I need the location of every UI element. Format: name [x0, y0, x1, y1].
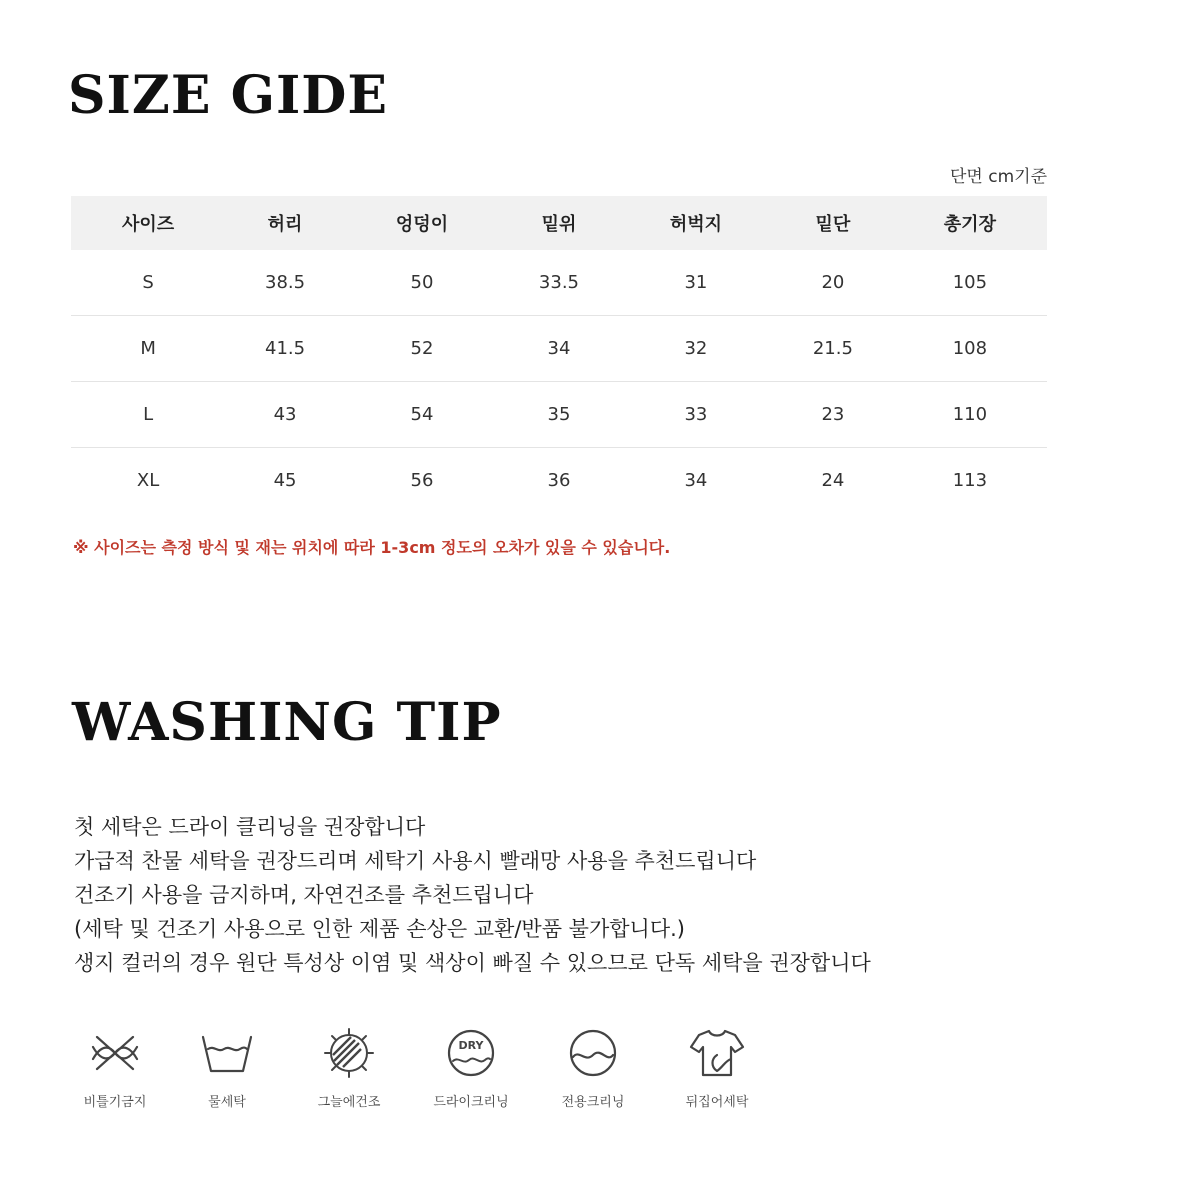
table-cell: XL: [136, 470, 160, 491]
table-cell: 33.5: [499, 250, 619, 316]
care-item-no-wring: [60, 1025, 170, 1110]
table-cell: M: [71, 316, 225, 382]
size-table-header-row: [71, 196, 1047, 250]
washing-instructions: [74, 810, 871, 980]
care-label: 물세탁: [208, 1095, 246, 1110]
table-cell: 34: [499, 316, 619, 382]
table-row: [71, 448, 1047, 514]
table-cell: 21.5: [773, 316, 893, 382]
table-cell: 45: [273, 470, 297, 491]
washing-line: 건조기 사용을 금지하며, 자연건조를 추천드립니다: [74, 883, 534, 907]
header-size: 사이즈: [71, 196, 225, 250]
table-cell: 113: [952, 470, 988, 491]
hand-wash-icon: [197, 1025, 257, 1079]
washing-line: 가급적 찬물 세탁을 권장드리며 세탁기 사용시 빨래망 사용을 추천드립니다: [74, 849, 757, 873]
care-item-special-clean: [538, 1025, 648, 1110]
table-cell: 54: [345, 382, 499, 448]
table-cell: 108: [893, 316, 1047, 382]
table-cell: 20: [773, 250, 893, 316]
table-cell: 52: [345, 316, 499, 382]
washing-line: (세탁 및 건조기 사용으로 인한 제품 손상은 교환/반품 불가합니다.): [74, 917, 685, 941]
table-cell: 50: [345, 250, 499, 316]
table-cell: 110: [893, 382, 1047, 448]
header-rise: 밑위: [499, 196, 619, 250]
header-length: 총기장: [893, 196, 1047, 250]
table-row: [71, 382, 1047, 448]
care-item-dry-clean: [416, 1025, 526, 1110]
dry-text: DRY: [458, 1039, 484, 1052]
unit-note: 단면 cm기준: [950, 167, 1047, 187]
table-cell: 23: [773, 382, 893, 448]
table-cell: 32: [619, 316, 773, 382]
table-cell: 56: [410, 470, 434, 491]
dry-clean-icon: [441, 1025, 501, 1079]
washing-tip-title: WASHING TIP: [72, 692, 502, 753]
table-cell: 35: [499, 382, 619, 448]
header-waist: 허리: [225, 196, 345, 250]
table-cell: 41.5: [225, 316, 345, 382]
table-row: [71, 250, 1047, 316]
table-cell: S: [71, 250, 225, 316]
washing-line: 생지 컬러의 경우 원단 특성상 이염 및 색상이 빠질 수 있으므로 단독 세탁을 권장합니다: [74, 951, 871, 975]
table-cell: 38.5: [225, 250, 345, 316]
inside-out-icon: [687, 1025, 747, 1079]
special-clean-icon: [563, 1025, 623, 1079]
size-notice: ※ 사이즈는 측정 방식 및 재는 위치에 따라 1-3cm 정도의 오차가 있을 수 있습니다.: [73, 538, 671, 557]
table-cell: 31: [619, 250, 773, 316]
table-cell: 105: [893, 250, 1047, 316]
washing-line: 첫 세탁은 드라이 클리닝을 권장합니다: [74, 815, 426, 839]
no-wring-icon: [85, 1025, 145, 1079]
size-table: [71, 196, 1047, 513]
shade-dry-icon: [319, 1025, 379, 1079]
care-label: 비틀기금지: [83, 1095, 147, 1110]
care-icons: [60, 1025, 820, 1125]
table-cell: 34: [684, 470, 708, 491]
care-item-shade-dry: [294, 1025, 404, 1110]
care-item-inside-out: [662, 1025, 772, 1110]
care-label: 뒤집어세탁: [685, 1095, 749, 1110]
care-item-hand-wash: [172, 1025, 282, 1110]
care-label: 그늘에건조: [317, 1095, 381, 1110]
header-thigh: 허벅지: [619, 196, 773, 250]
care-label: 전용크리닝: [561, 1095, 625, 1110]
header-hip: 엉덩이: [345, 196, 499, 250]
table-cell: 36: [547, 470, 571, 491]
size-guide-title: SIZE GIDE: [68, 65, 389, 126]
table-cell: 24: [821, 470, 845, 491]
table-cell: 43: [225, 382, 345, 448]
header-hem: 밑단: [773, 196, 893, 250]
table-cell: 33: [619, 382, 773, 448]
table-row: [71, 316, 1047, 382]
care-label: 드라이크리닝: [433, 1095, 509, 1110]
table-cell: L: [71, 382, 225, 448]
